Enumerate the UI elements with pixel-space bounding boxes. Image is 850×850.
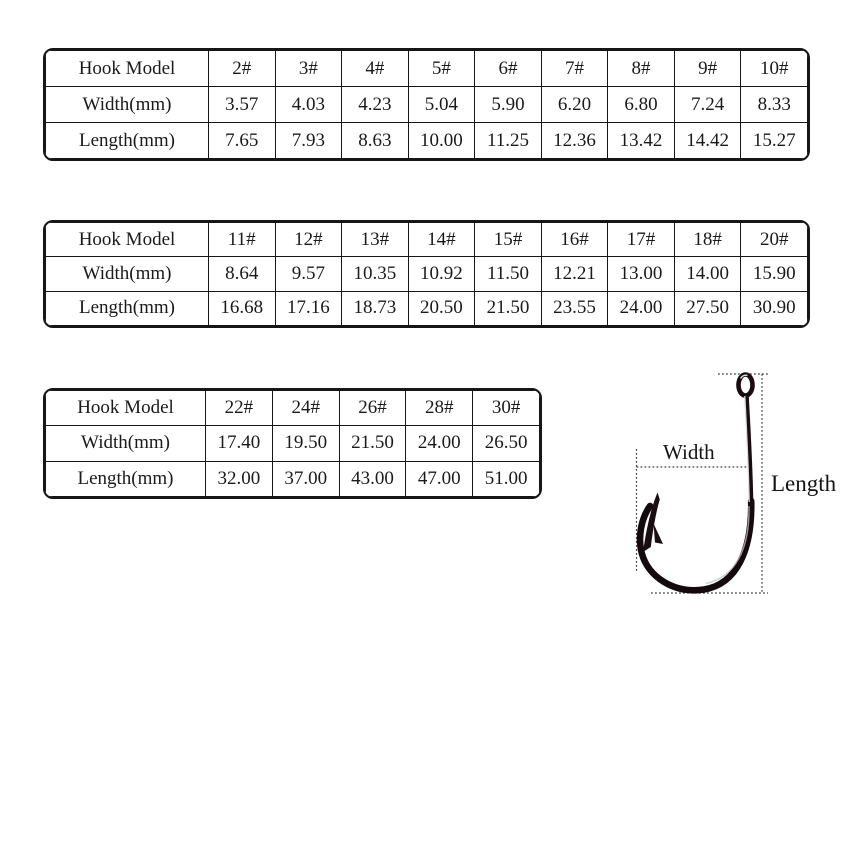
hook-model-cell: 7# [541,51,608,87]
width-value-cell: 12.21 [541,257,608,291]
table-row [46,123,808,159]
width-value-cell: 8.64 [209,257,276,291]
length-value-cell: 18.73 [342,291,409,325]
fish-hook-illustration [640,375,752,591]
spec-table [45,390,540,497]
width-value-cell: 15.90 [741,257,808,291]
width-value-cell: 26.50 [473,426,540,461]
width-value-cell: 4.03 [275,87,342,123]
width-value-cell: 10.92 [408,257,475,291]
length-value-cell: 47.00 [406,461,473,496]
table-row [46,257,808,291]
width-dimension-label: Width [663,440,715,464]
width-value-cell: 13.00 [608,257,675,291]
length-value-cell: 30.90 [741,291,808,325]
hook-bend [640,501,751,590]
table-row [46,461,540,496]
width-value-cell: 3.57 [209,87,276,123]
spec-table [45,222,808,326]
length-value-cell: 32.00 [206,461,273,496]
length-value-cell: 12.36 [541,123,608,159]
hook-size-table-medium [43,220,810,328]
width-value-cell: 11.50 [475,257,542,291]
width-value-cell: 14.00 [674,257,741,291]
hook-model-cell: 22# [206,391,273,426]
hook-model-cell: 24# [272,391,339,426]
width-value-cell: 6.20 [541,87,608,123]
hook-model-cell: 13# [342,223,409,257]
width-value-cell: 21.50 [339,426,406,461]
hook-model-cell: 2# [209,51,276,87]
length-value-cell: 7.65 [209,123,276,159]
length-value-cell: 37.00 [272,461,339,496]
hook-model-cell: 10# [741,51,808,87]
length-value-cell: 10.00 [408,123,475,159]
hook-model-cell: 30# [473,391,540,426]
table-row [46,223,808,257]
hook-model-cell: 16# [541,223,608,257]
length-value-cell: 20.50 [408,291,475,325]
length-value-cell: 24.00 [608,291,675,325]
row-label-cell: Hook Model [46,391,206,426]
table-row [46,87,808,123]
width-value-cell: 10.35 [342,257,409,291]
table-row [46,426,540,461]
width-value-cell: 6.80 [608,87,675,123]
length-value-cell: 13.42 [608,123,675,159]
hook-model-cell: 11# [209,223,276,257]
width-value-cell: 8.33 [741,87,808,123]
width-value-cell: 5.04 [408,87,475,123]
hook-model-cell: 18# [674,223,741,257]
width-value-cell: 24.00 [406,426,473,461]
row-label-cell: Length(mm) [46,123,209,159]
hook-model-cell: 9# [674,51,741,87]
hook-model-cell: 20# [741,223,808,257]
hook-size-table-small [43,48,810,161]
width-value-cell: 5.90 [475,87,542,123]
length-value-cell: 23.55 [541,291,608,325]
spec-table [45,50,808,159]
hook-model-cell: 28# [406,391,473,426]
length-dimension-label: Length [771,471,837,496]
length-value-cell: 21.50 [475,291,542,325]
hook-model-cell: 12# [275,223,342,257]
length-value-cell: 16.68 [209,291,276,325]
hook-model-cell: 6# [475,51,542,87]
hook-bend-highlight [706,506,749,584]
length-value-cell: 43.00 [339,461,406,496]
hook-model-cell: 17# [608,223,675,257]
hook-model-cell: 8# [608,51,675,87]
length-value-cell: 15.27 [741,123,808,159]
width-value-cell: 19.50 [272,426,339,461]
row-label-cell: Width(mm) [46,426,206,461]
hook-size-table-large [43,388,542,499]
width-value-cell: 4.23 [342,87,409,123]
hook-model-cell: 5# [408,51,475,87]
length-value-cell: 51.00 [473,461,540,496]
width-value-cell: 9.57 [275,257,342,291]
width-value-cell: 17.40 [206,426,273,461]
width-value-cell: 7.24 [674,87,741,123]
row-label-cell: Hook Model [46,51,209,87]
length-value-cell: 11.25 [475,123,542,159]
row-label-cell: Length(mm) [46,291,209,325]
hook-model-cell: 14# [408,223,475,257]
hook-model-cell: 26# [339,391,406,426]
length-value-cell: 7.93 [275,123,342,159]
length-value-cell: 27.50 [674,291,741,325]
table-row [46,51,808,87]
table-row [46,391,540,426]
row-label-cell: Width(mm) [46,257,209,291]
hook-model-cell: 4# [342,51,409,87]
hook-model-cell: 15# [475,223,542,257]
row-label-cell: Length(mm) [46,461,206,496]
length-value-cell: 17.16 [275,291,342,325]
length-value-cell: 8.63 [342,123,409,159]
table-row [46,291,808,325]
row-label-cell: Width(mm) [46,87,209,123]
row-label-cell: Hook Model [46,223,209,257]
hook-model-cell: 3# [275,51,342,87]
length-value-cell: 14.42 [674,123,741,159]
hook-barb [654,524,664,545]
